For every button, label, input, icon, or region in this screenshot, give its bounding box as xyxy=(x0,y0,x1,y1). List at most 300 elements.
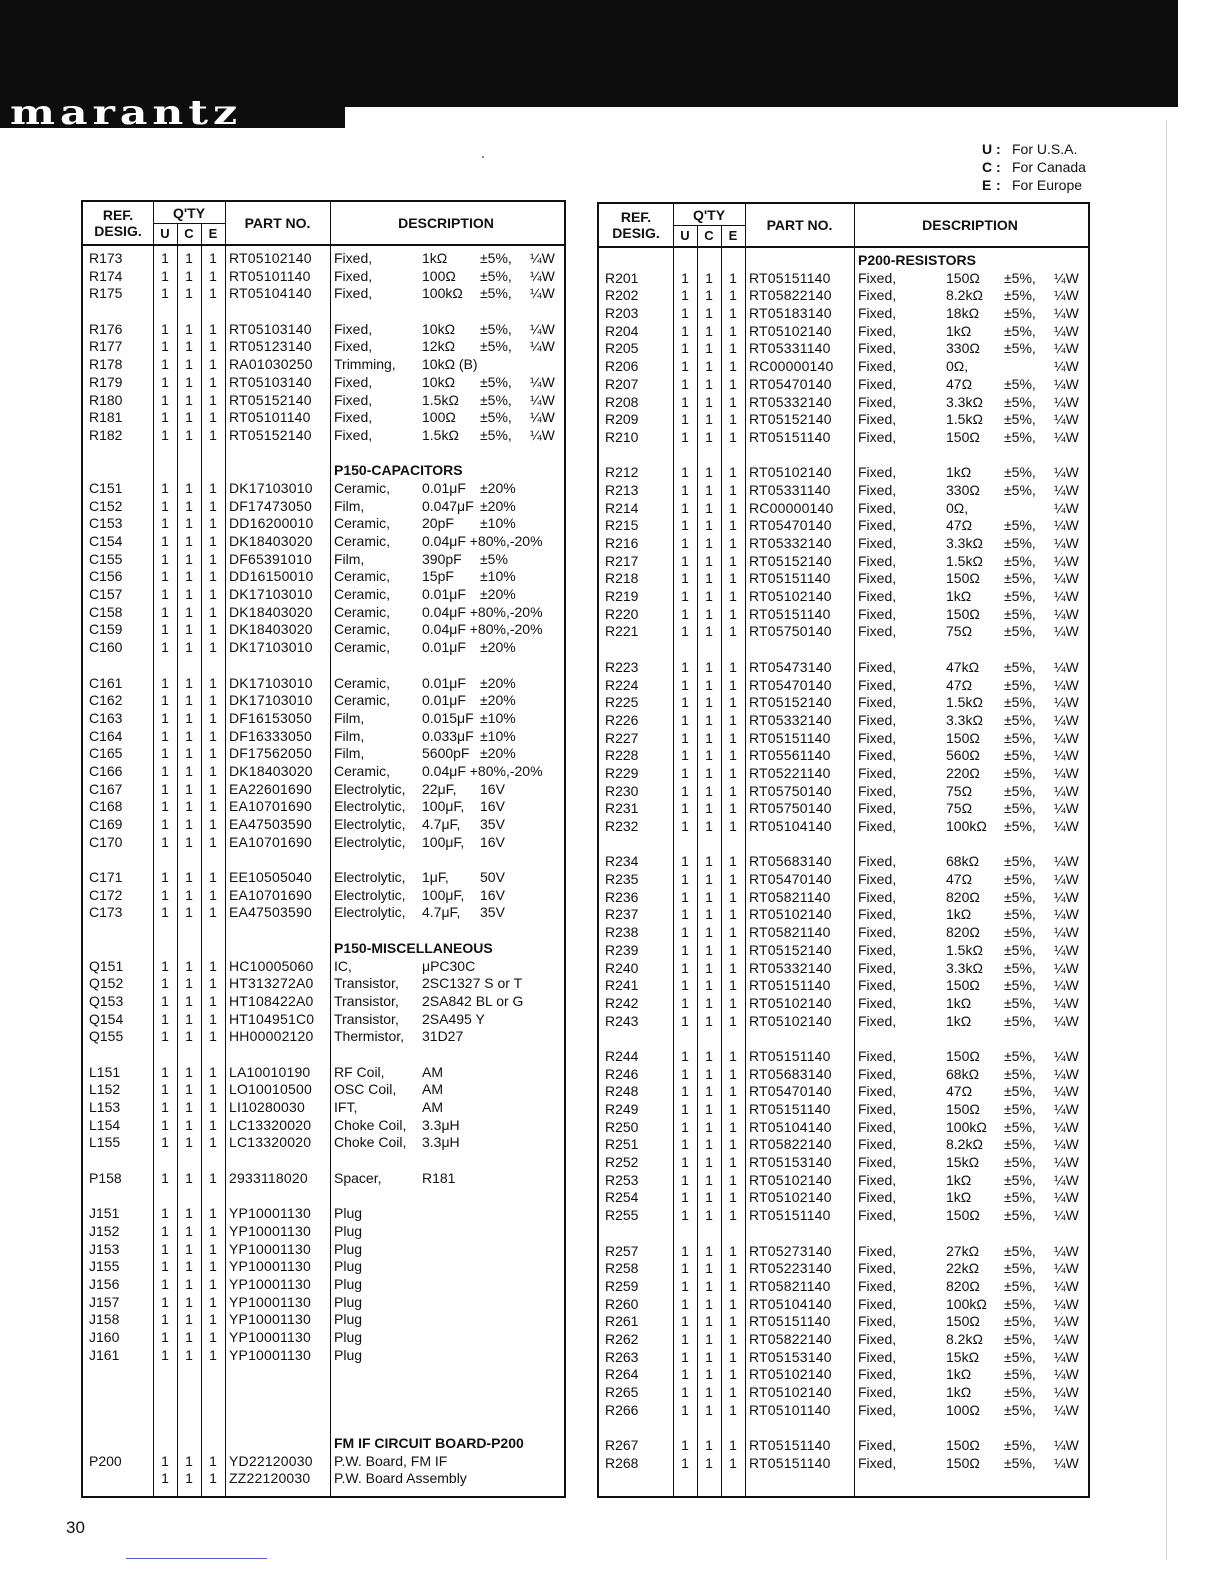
part-no-cell: RT05103140 xyxy=(229,373,312,390)
qty-u-cell: 1 xyxy=(161,745,169,762)
qty-e-cell: 1 xyxy=(729,1401,737,1418)
desc-tolerance-cell: 16V xyxy=(480,780,505,797)
qty-e-cell: 1 xyxy=(729,269,737,286)
desc-type-cell: Fixed, xyxy=(858,764,897,781)
desc-type-cell: Fixed, xyxy=(858,305,897,322)
desc-value-cell: 100kΩ xyxy=(946,1295,987,1312)
qty-c-cell: 1 xyxy=(705,871,713,888)
table-row xyxy=(83,374,564,392)
part-no-cell: RT05102140 xyxy=(749,1189,832,1206)
part-no-cell: EA47503590 xyxy=(229,816,312,832)
part-no-cell: HT313272A0 xyxy=(229,975,314,992)
desc-tolerance-cell xyxy=(480,621,528,639)
table-row xyxy=(83,1117,564,1135)
qty-c-cell: 1 xyxy=(705,1012,713,1029)
desc-tolerance-cell: ±5%, xyxy=(1004,941,1036,958)
table-row xyxy=(599,1313,1088,1331)
section-title: P150-MISCELLANEOUS xyxy=(334,939,493,956)
desc-type-cell: Ceramic, xyxy=(334,692,391,709)
desc-type-cell: Fixed, xyxy=(858,1437,897,1454)
qty-u-cell: 1 xyxy=(161,1010,169,1027)
table-row xyxy=(83,1134,564,1152)
desc-value-cell: 150Ω xyxy=(946,570,980,587)
qty-c-cell: 1 xyxy=(185,1293,193,1310)
qty-c-cell: 1 xyxy=(705,623,713,640)
qty-e-cell: 1 xyxy=(209,1293,217,1310)
desc-value-cell: 100Ω xyxy=(946,1401,980,1418)
ref-desig-cell: R217 xyxy=(605,552,639,569)
part-no-cell: EA10701690 xyxy=(229,833,312,850)
qty-e-cell: 1 xyxy=(729,729,737,746)
qty-e-cell: 1 xyxy=(209,586,217,603)
qty-e-cell: 1 xyxy=(729,322,737,339)
ref-desig-cell: C151 xyxy=(89,479,123,496)
qty-c-cell: 1 xyxy=(185,869,193,886)
qty-e-cell: 1 xyxy=(729,800,737,817)
ref-desig-cell: R178 xyxy=(89,356,123,373)
qty-c-cell: 1 xyxy=(705,764,713,781)
desc-tolerance-cell: ±5%, xyxy=(480,391,512,408)
ref-desig-cell: R216 xyxy=(605,535,639,551)
desc-type-cell: Electrolytic, xyxy=(334,780,406,797)
spacer-row xyxy=(599,836,1088,854)
qty-u-cell: 1 xyxy=(161,1099,169,1115)
desc-wattage-cell xyxy=(530,904,560,922)
desc-wattage-cell xyxy=(530,1205,560,1223)
desc-type-cell: Fixed, xyxy=(858,375,897,392)
part-no-cell: EA47503590 xyxy=(229,904,312,921)
ref-desig-cell: C158 xyxy=(89,603,123,620)
desc-type-cell: Fixed, xyxy=(858,888,897,905)
desc-tolerance-cell xyxy=(480,1170,528,1188)
ref-desig-cell: J152 xyxy=(89,1222,120,1239)
qty-u-cell: 1 xyxy=(681,517,689,534)
desc-value-cell: 75Ω xyxy=(946,800,973,817)
qty-u-cell: 1 xyxy=(681,499,689,516)
table-row xyxy=(599,677,1088,695)
desc-wattage-cell: ¼W xyxy=(1054,782,1079,799)
desc-value-cell: 1kΩ xyxy=(946,1012,972,1029)
table-row xyxy=(83,639,564,657)
desc-type-cell: Ceramic, xyxy=(334,621,391,638)
header-e: E xyxy=(208,226,218,241)
qty-c-cell: 1 xyxy=(185,745,193,762)
part-no-cell: LA10010190 xyxy=(229,1063,311,1080)
desc-tolerance-cell: ±5%, xyxy=(1004,1330,1036,1347)
desc-type-cell: Fixed, xyxy=(334,373,373,390)
table-row xyxy=(599,1455,1088,1473)
part-no-cell: LO10010500 xyxy=(229,1081,312,1098)
qty-u-cell: 1 xyxy=(161,1116,169,1133)
qty-e-cell: 1 xyxy=(209,409,217,426)
ref-desig-cell: C171 xyxy=(89,869,123,886)
part-no-cell: DK17103010 xyxy=(229,479,313,496)
desc-tolerance-cell: ±5%, xyxy=(1004,464,1036,481)
qty-e-cell: 1 xyxy=(729,711,737,728)
desc-type-cell: Ceramic, xyxy=(334,639,391,656)
qty-c-cell: 1 xyxy=(185,1275,193,1292)
table-row xyxy=(599,1066,1088,1084)
desc-type-cell: Plug xyxy=(334,1311,363,1328)
ref-desig-cell: R210 xyxy=(605,428,639,445)
desc-type-cell: Fixed, xyxy=(858,1207,897,1224)
qty-c-cell: 1 xyxy=(705,1295,713,1312)
table-row xyxy=(599,464,1088,482)
ref-desig-cell: R177 xyxy=(89,338,123,355)
qty-e-cell: 1 xyxy=(729,287,737,304)
part-no-cell: LC13320020 xyxy=(229,1116,312,1133)
header-ref-desig: REF. DESIG. xyxy=(612,209,660,241)
desc-wattage-cell xyxy=(530,781,560,799)
qty-e-cell: 1 xyxy=(209,1063,217,1080)
qty-u-cell: 1 xyxy=(161,1328,169,1345)
part-no-cell: RT05102140 xyxy=(749,906,832,923)
qty-e-cell: 1 xyxy=(729,1348,737,1365)
parts-table-right xyxy=(597,202,1090,1498)
desc-wattage-cell: ¼W xyxy=(1054,1348,1079,1365)
desc-type-cell: Fixed, xyxy=(858,1313,897,1330)
table-header xyxy=(83,202,564,246)
qty-e-cell: 1 xyxy=(209,373,217,390)
desc-wattage-cell xyxy=(530,604,560,622)
qty-e-cell: 1 xyxy=(209,816,217,832)
desc-tolerance-cell: ±5%, xyxy=(1004,623,1036,640)
desc-tolerance-cell xyxy=(480,1099,528,1117)
desc-wattage-cell xyxy=(530,728,560,746)
desc-wattage-cell: ¼W xyxy=(1054,888,1079,905)
qty-u-cell: 1 xyxy=(681,428,689,445)
desc-value-cell: 100μF, xyxy=(422,833,465,850)
qty-e-cell: 1 xyxy=(729,1330,737,1347)
ref-desig-cell: R225 xyxy=(605,694,639,711)
qty-u-cell: 1 xyxy=(161,586,169,603)
desc-tolerance-cell: ±5%, xyxy=(1004,322,1036,339)
ref-desig-cell: R182 xyxy=(89,426,123,443)
qty-u-cell: 1 xyxy=(681,1366,689,1383)
part-no-cell: RT05152140 xyxy=(749,411,832,428)
qty-u-cell: 1 xyxy=(681,1189,689,1206)
desc-tolerance-cell: ±5%, xyxy=(480,250,512,266)
header-part-no: PART NO. xyxy=(766,217,833,233)
desc-tolerance-cell: ±5%, xyxy=(1004,340,1036,357)
ref-desig-cell: C154 xyxy=(89,533,123,549)
desc-wattage-cell: ¼W xyxy=(1054,818,1079,834)
desc-type-cell: Fixed, xyxy=(858,1083,897,1100)
desc-tolerance-cell: ±20% xyxy=(480,586,516,603)
table-row xyxy=(599,270,1088,288)
desc-type-cell: Fixed, xyxy=(858,1242,897,1259)
desc-wattage-cell xyxy=(530,816,560,834)
desc-value-cell: 0.04μF +80%,-20% xyxy=(422,533,543,549)
ref-desig-cell: Q154 xyxy=(89,1010,124,1027)
table-row xyxy=(599,340,1088,358)
qty-u-cell: 1 xyxy=(681,411,689,428)
desc-tolerance-cell: ±5%, xyxy=(480,426,512,443)
desc-wattage-cell: ¼W xyxy=(1054,393,1079,410)
part-no-cell: RT05152140 xyxy=(749,941,832,958)
ref-desig-cell: R220 xyxy=(605,605,639,622)
qty-c-cell: 1 xyxy=(705,605,713,622)
part-no-cell: RT05331140 xyxy=(749,340,831,357)
ref-desig-cell: J156 xyxy=(89,1275,120,1292)
desc-wattage-cell xyxy=(530,533,560,551)
qty-e-cell: 1 xyxy=(209,992,217,1009)
desc-tolerance-cell: ±5% xyxy=(480,550,508,567)
ref-desig-cell: R232 xyxy=(605,818,639,834)
spacer-row xyxy=(83,445,564,463)
desc-wattage-cell xyxy=(530,586,560,604)
qty-c-cell: 1 xyxy=(705,782,713,799)
table-row xyxy=(599,394,1088,412)
desc-tolerance-cell xyxy=(480,1241,528,1259)
table-row xyxy=(83,692,564,710)
part-no-cell: RT05151140 xyxy=(749,570,831,587)
desc-type-cell: Electrolytic, xyxy=(334,798,406,815)
desc-type-cell: Fixed, xyxy=(858,1154,897,1171)
desc-wattage-cell xyxy=(530,1134,560,1152)
qty-c-cell: 1 xyxy=(185,497,193,514)
qty-e-cell: 1 xyxy=(209,568,217,585)
desc-value-cell: 8.2kΩ xyxy=(946,287,983,304)
qty-e-cell: 1 xyxy=(209,320,217,337)
qty-e-cell: 1 xyxy=(729,994,737,1011)
qty-u-cell: 1 xyxy=(161,975,169,992)
desc-tolerance-cell: ±5%, xyxy=(1004,269,1036,286)
desc-wattage-cell: ¼W xyxy=(1054,1260,1079,1277)
table-row xyxy=(83,568,564,586)
qty-u-cell: 1 xyxy=(681,305,689,322)
ref-desig-cell: C164 xyxy=(89,727,123,744)
ref-desig-cell: C161 xyxy=(89,674,123,691)
desc-wattage-cell: ¼W xyxy=(1054,906,1079,923)
part-no-cell: RT05123140 xyxy=(229,338,312,355)
desc-type-cell: Plug xyxy=(334,1205,363,1222)
qty-u-cell: 1 xyxy=(681,1454,689,1471)
desc-value-cell: 27kΩ xyxy=(946,1242,980,1259)
desc-type-cell: Fixed, xyxy=(858,464,897,481)
qty-e-cell: 1 xyxy=(729,694,737,711)
desc-tolerance-cell: ±20% xyxy=(480,674,516,691)
ref-desig-cell: R180 xyxy=(89,391,123,408)
qty-c-cell: 1 xyxy=(705,552,713,569)
header-u: U xyxy=(160,226,170,241)
ref-desig-cell: R246 xyxy=(605,1065,639,1082)
desc-type-cell: Transistor, xyxy=(334,975,399,992)
part-no-cell: RT05750140 xyxy=(749,782,832,799)
ref-desig-cell: R206 xyxy=(605,358,639,375)
table-row xyxy=(83,798,564,816)
desc-type-cell: RF Coil, xyxy=(334,1063,385,1080)
ref-desig-cell: R255 xyxy=(605,1207,639,1224)
qty-c-cell: 1 xyxy=(705,1330,713,1347)
ref-desig-cell: R259 xyxy=(605,1277,639,1294)
qty-c-cell: 1 xyxy=(185,338,193,355)
qty-c-cell: 1 xyxy=(705,977,713,994)
desc-value-cell: 2SC1327 S or T xyxy=(422,975,523,992)
qty-u-cell: 1 xyxy=(681,818,689,834)
desc-type-cell: Fixed, xyxy=(858,658,897,675)
qty-c-cell: 1 xyxy=(705,694,713,711)
qty-u-cell: 1 xyxy=(681,1348,689,1365)
ref-desig-cell: R203 xyxy=(605,305,639,322)
qty-c-cell: 1 xyxy=(185,1028,193,1045)
qty-c-cell: 1 xyxy=(705,428,713,445)
table-row xyxy=(599,287,1088,305)
part-no-cell: RT05273140 xyxy=(749,1242,832,1259)
part-no-cell: RT05102140 xyxy=(749,322,832,339)
table-row xyxy=(599,906,1088,924)
table-row xyxy=(83,1081,564,1099)
desc-value-cell: 1.5kΩ xyxy=(422,391,459,408)
desc-type-cell: Electrolytic, xyxy=(334,886,406,903)
table-row xyxy=(599,924,1088,942)
ref-desig-cell: R261 xyxy=(605,1313,639,1330)
part-no-cell: YP10001130 xyxy=(229,1346,311,1363)
qty-c-cell: 1 xyxy=(705,570,713,587)
desc-wattage-cell: ¼W xyxy=(1054,694,1079,711)
desc-type-cell: Fixed, xyxy=(858,782,897,799)
desc-type-cell: Fixed, xyxy=(858,711,897,728)
desc-type-cell: Fixed, xyxy=(858,269,897,286)
desc-value-cell: 10kΩ xyxy=(422,373,456,390)
desc-type-cell: Fixed, xyxy=(858,747,897,764)
ref-desig-cell: L155 xyxy=(89,1134,121,1151)
qty-e-cell: 1 xyxy=(729,1437,737,1454)
desc-value-cell: 100kΩ xyxy=(946,818,987,834)
desc-type-cell: Fixed, xyxy=(858,729,897,746)
desc-value-cell: AM xyxy=(422,1099,443,1115)
desc-tolerance-cell: ±5%, xyxy=(480,338,512,355)
qty-e-cell: 1 xyxy=(209,886,217,903)
ref-desig-cell: R221 xyxy=(605,623,639,640)
desc-tolerance-cell: ±5%, xyxy=(1004,1047,1036,1064)
qty-c-cell: 1 xyxy=(705,1348,713,1365)
desc-type-cell: Fixed, xyxy=(858,853,897,870)
table-row xyxy=(599,1296,1088,1314)
ref-desig-cell: R264 xyxy=(605,1366,639,1383)
desc-tolerance-cell: ±5%, xyxy=(1004,1384,1036,1400)
qty-e-cell: 1 xyxy=(729,393,737,410)
qty-c-cell: 1 xyxy=(185,603,193,620)
desc-type-cell: Fixed, xyxy=(858,800,897,817)
desc-value-cell: 0Ω, xyxy=(946,358,969,375)
desc-value-cell: 0.047μF xyxy=(422,497,474,514)
table-row xyxy=(599,358,1088,376)
desc-tolerance-cell: ±5%, xyxy=(1004,1366,1036,1383)
desc-wattage-cell xyxy=(530,639,560,657)
ref-desig-cell: R202 xyxy=(605,287,639,304)
desc-type-cell: Ceramic, xyxy=(334,762,391,779)
qty-u-cell: 1 xyxy=(681,1330,689,1347)
table-row xyxy=(599,1349,1088,1367)
qty-u-cell: 1 xyxy=(681,1136,689,1153)
desc-value-cell: 0Ω, xyxy=(946,499,969,516)
table-row xyxy=(83,1329,564,1347)
qty-u-cell: 1 xyxy=(161,603,169,620)
desc-tolerance-cell xyxy=(480,1276,528,1294)
desc-type-cell: Fixed, xyxy=(858,676,897,693)
section-heading xyxy=(83,1435,564,1453)
table-row xyxy=(599,517,1088,535)
header-e: E xyxy=(728,228,738,243)
ref-desig-cell: Q155 xyxy=(89,1028,124,1045)
qty-u-cell: 1 xyxy=(161,1311,169,1328)
part-no-cell: RT05821140 xyxy=(749,1277,831,1294)
ref-desig-cell: R242 xyxy=(605,994,639,1011)
spacer-row xyxy=(83,657,564,675)
table-row xyxy=(83,1011,564,1029)
desc-type-cell: Fixed, xyxy=(858,871,897,888)
table-row xyxy=(599,1013,1088,1031)
desc-tolerance-cell: ±5%, xyxy=(1004,871,1036,888)
desc-value-cell: 3.3kΩ xyxy=(946,535,983,551)
qty-u-cell: 1 xyxy=(681,1437,689,1454)
desc-wattage-cell: ¼W xyxy=(1054,1454,1079,1471)
qty-c-cell: 1 xyxy=(705,1437,713,1454)
qty-c-cell: 1 xyxy=(705,287,713,304)
desc-wattage-cell xyxy=(530,675,560,693)
ref-desig-cell: R234 xyxy=(605,853,639,870)
desc-tolerance-cell: ±5%, xyxy=(1004,818,1036,834)
table-row xyxy=(599,1260,1088,1278)
table-row xyxy=(599,960,1088,978)
desc-wattage-cell: ¼W xyxy=(1054,464,1079,481)
ref-desig-cell: C168 xyxy=(89,798,123,815)
qty-e-cell: 1 xyxy=(729,1295,737,1312)
desc-wattage-cell: ¼W xyxy=(1054,1189,1079,1206)
desc-value-cell: 150Ω xyxy=(946,428,980,445)
part-no-cell: RT05151140 xyxy=(749,605,831,622)
desc-wattage-cell: ¼W xyxy=(1054,1437,1079,1454)
desc-type-cell: Ceramic, xyxy=(334,515,391,532)
qty-e-cell: 1 xyxy=(209,745,217,762)
part-no-cell: EA10701690 xyxy=(229,886,312,903)
qty-u-cell: 1 xyxy=(681,1012,689,1029)
desc-wattage-cell xyxy=(530,798,560,816)
desc-tolerance-cell xyxy=(480,1011,528,1029)
qty-e-cell: 1 xyxy=(729,977,737,994)
qty-c-cell: 1 xyxy=(705,800,713,817)
desc-type-cell: Fixed, xyxy=(858,1101,897,1117)
qty-u-cell: 1 xyxy=(681,906,689,923)
desc-value-cell: R181 xyxy=(422,1169,456,1186)
desc-tolerance-cell: ±5%, xyxy=(1004,800,1036,817)
desc-tolerance-cell: ±5%, xyxy=(1004,906,1036,923)
qty-e-cell: 1 xyxy=(729,1189,737,1206)
desc-tolerance-cell: ±5%, xyxy=(480,285,512,302)
qty-u-cell: 1 xyxy=(161,1470,169,1487)
desc-type-cell: Plug xyxy=(334,1346,363,1363)
table-row xyxy=(599,1048,1088,1066)
desc-tolerance-cell xyxy=(480,1081,528,1099)
desc-type-cell: Fixed, xyxy=(858,1260,897,1277)
table-row xyxy=(599,1083,1088,1101)
desc-tolerance-cell: ±5%, xyxy=(1004,747,1036,764)
part-no-cell: DK17103010 xyxy=(229,586,313,603)
qty-e-cell: 1 xyxy=(209,1258,217,1275)
part-no-cell: RT05103140 xyxy=(229,320,312,337)
desc-tolerance-cell: ±5%, xyxy=(1004,729,1036,746)
part-no-cell: RT05102140 xyxy=(749,1384,832,1400)
ref-desig-cell: C152 xyxy=(89,497,123,514)
qty-e-cell: 1 xyxy=(729,1384,737,1400)
desc-type-cell: Transistor, xyxy=(334,1010,399,1027)
desc-value-cell: 1.5kΩ xyxy=(422,426,459,443)
qty-u-cell: 1 xyxy=(161,1081,169,1098)
ref-desig-cell: R204 xyxy=(605,322,639,339)
part-no-cell: RT05151140 xyxy=(749,269,831,286)
qty-u-cell: 1 xyxy=(161,1134,169,1151)
